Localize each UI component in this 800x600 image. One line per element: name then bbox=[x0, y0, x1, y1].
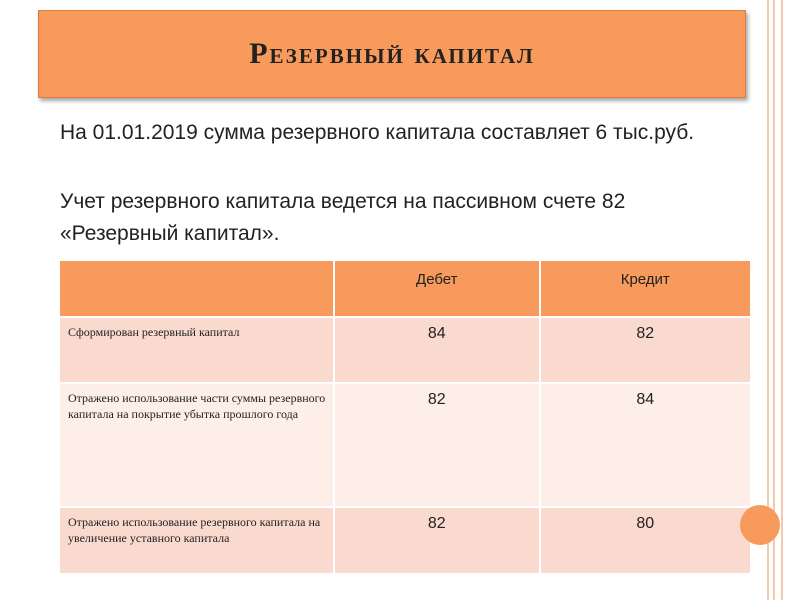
header-empty bbox=[59, 260, 334, 317]
table-row bbox=[59, 507, 751, 574]
row-credit: 82 bbox=[540, 317, 751, 383]
title-bar bbox=[38, 10, 746, 98]
row-description: Отражено использование части суммы резервного капитала на покрытие убытка прошлого года bbox=[59, 383, 334, 507]
row-debit: 82 bbox=[334, 383, 539, 507]
row-credit: 84 bbox=[540, 383, 751, 507]
row-debit: 82 bbox=[334, 507, 539, 574]
row-debit: 84 bbox=[334, 317, 539, 383]
right-border-line-3 bbox=[781, 0, 783, 600]
slide-title: Резервный капитал bbox=[249, 37, 535, 70]
decorative-circle bbox=[740, 505, 780, 545]
paragraph-balance: На 01.01.2019 сумма резервного капитала составляет 6 тыс.руб. bbox=[60, 121, 695, 144]
table-row bbox=[59, 317, 751, 383]
header-credit: Кредит bbox=[540, 260, 751, 317]
row-description: Сформирован резервный капитал bbox=[59, 317, 334, 383]
row-credit: 80 bbox=[540, 507, 751, 574]
entries-table bbox=[58, 259, 752, 575]
table-row bbox=[59, 383, 751, 507]
table-header-row bbox=[59, 260, 751, 317]
paragraph-account: Учет резервного капитала ведется на пассивном счете 82 «Резервный капитал». bbox=[60, 190, 626, 245]
header-debit: Дебет bbox=[334, 260, 539, 317]
row-description: Отражено использование резервного капитала на увеличение уставного капитала bbox=[59, 507, 334, 574]
